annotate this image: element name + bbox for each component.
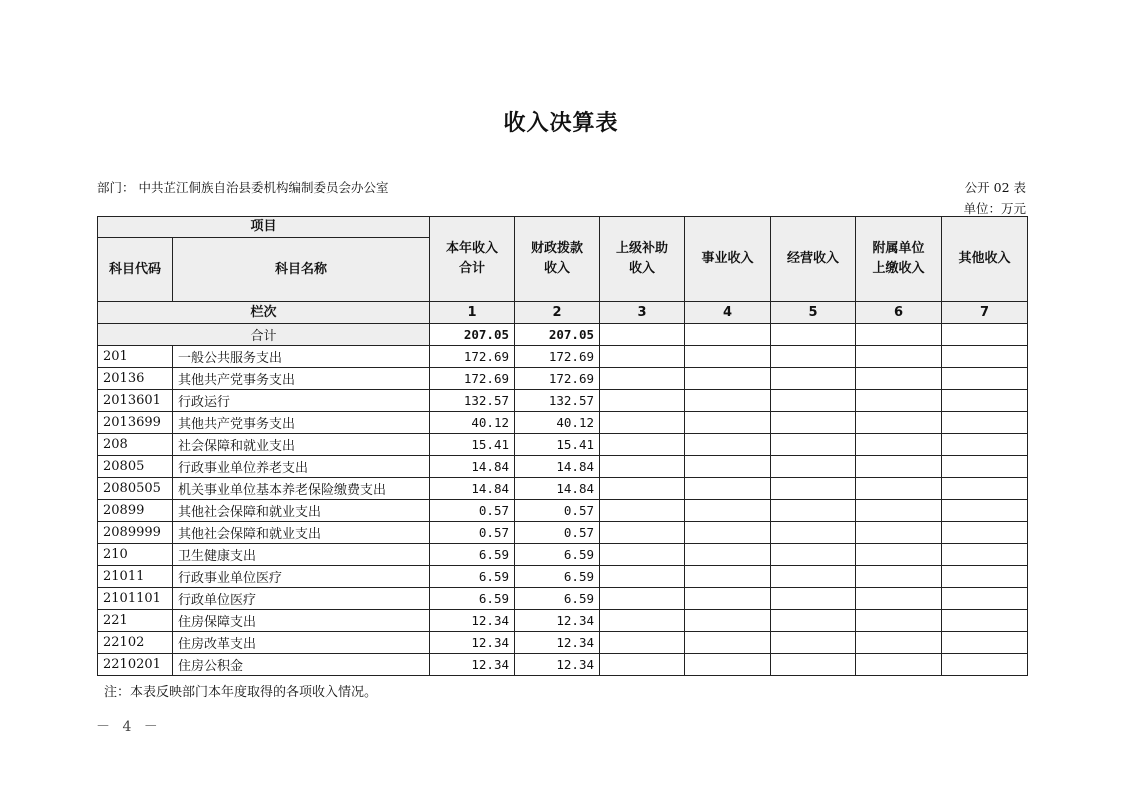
empty-cell (856, 412, 942, 434)
name-cell: 其他共产党事务支出 (173, 368, 430, 390)
empty-cell (942, 368, 1028, 390)
code-cell: 208 (98, 434, 173, 456)
table-row (98, 654, 1028, 676)
empty-cell (685, 346, 771, 368)
empty-cell (600, 588, 685, 610)
empty-cell (771, 478, 856, 500)
total-cell: 12.34 (430, 654, 515, 676)
empty-cell (600, 368, 685, 390)
total-cell: 0.57 (430, 522, 515, 544)
empty-cell (856, 588, 942, 610)
code-cell: 201 (98, 346, 173, 368)
fiscal-cell: 40.12 (515, 412, 600, 434)
name-cell: 其他社会保障和就业支出 (173, 522, 430, 544)
empty-cell (600, 346, 685, 368)
name-cell: 其他社会保障和就业支出 (173, 500, 430, 522)
empty-cell (685, 324, 771, 346)
empty-cell (856, 324, 942, 346)
total-cell: 6.59 (430, 588, 515, 610)
code-cell: 20899 (98, 500, 173, 522)
col-fiscal-header: 财政拨款 收入 (515, 217, 600, 302)
column-index-cell: 1 (430, 302, 515, 324)
fiscal-cell: 12.34 (515, 610, 600, 632)
table-row (98, 566, 1028, 588)
empty-cell (685, 632, 771, 654)
empty-cell (771, 654, 856, 676)
empty-cell (942, 500, 1028, 522)
table-row (98, 346, 1028, 368)
code-cell: 210 (98, 544, 173, 566)
empty-cell (771, 368, 856, 390)
empty-cell (771, 434, 856, 456)
fiscal-cell: 15.41 (515, 434, 600, 456)
empty-cell (771, 566, 856, 588)
col-total-header: 本年收入 合计 (430, 217, 515, 302)
empty-cell (942, 456, 1028, 478)
fiscal-cell: 14.84 (515, 478, 600, 500)
fiscal-cell: 14.84 (515, 456, 600, 478)
col-business-header: 事业收入 (685, 217, 771, 302)
empty-cell (942, 566, 1028, 588)
table-row (98, 456, 1028, 478)
fiscal-cell: 6.59 (515, 588, 600, 610)
column-index-cell: 7 (942, 302, 1028, 324)
empty-cell (600, 500, 685, 522)
column-index-cell: 2 (515, 302, 600, 324)
empty-cell (856, 368, 942, 390)
form-number: 公开 02 表 (964, 180, 1026, 195)
page-title: 收入决算表 (503, 111, 619, 136)
empty-cell (942, 522, 1028, 544)
code-cell: 21011 (98, 566, 173, 588)
empty-cell (856, 544, 942, 566)
total-cell: 14.84 (430, 478, 515, 500)
empty-cell (771, 588, 856, 610)
column-index-cell: 4 (685, 302, 771, 324)
total-cell: 172.69 (430, 368, 515, 390)
code-cell: 221 (98, 610, 173, 632)
empty-cell (771, 610, 856, 632)
empty-cell (856, 346, 942, 368)
name-cell: 住房公积金 (173, 654, 430, 676)
table-row (98, 588, 1028, 610)
name-cell: 行政事业单位医疗 (173, 566, 430, 588)
empty-cell (942, 478, 1028, 500)
total-cell: 6.59 (430, 544, 515, 566)
empty-cell (600, 456, 685, 478)
empty-cell (771, 346, 856, 368)
table-row (98, 522, 1028, 544)
empty-cell (942, 544, 1028, 566)
name-cell: 其他共产党事务支出 (173, 412, 430, 434)
total-label: 合计 (98, 324, 430, 346)
page-number: － 4 － (96, 719, 162, 735)
empty-cell (771, 522, 856, 544)
empty-cell (942, 324, 1028, 346)
column-index-cell: 3 (600, 302, 685, 324)
empty-cell (942, 412, 1028, 434)
code-cell: 20805 (98, 456, 173, 478)
total-cell: 132.57 (430, 390, 515, 412)
footnote: 注：本表反映部门本年度取得的各项收入情况。 (104, 685, 378, 700)
fiscal-cell: 172.69 (515, 368, 600, 390)
code-cell: 22102 (98, 632, 173, 654)
total-cell: 40.12 (430, 412, 515, 434)
total-fiscal-amount: 207.05 (515, 324, 600, 346)
department-label: 部门： 中共芷江侗族自治县委机构编制委员会办公室 (97, 180, 389, 195)
empty-cell (942, 588, 1028, 610)
name-cell: 一般公共服务支出 (173, 346, 430, 368)
table-row (98, 500, 1028, 522)
fiscal-cell: 12.34 (515, 654, 600, 676)
empty-cell (685, 500, 771, 522)
name-cell: 行政事业单位养老支出 (173, 456, 430, 478)
empty-cell (771, 412, 856, 434)
fiscal-cell: 172.69 (515, 346, 600, 368)
table-row (98, 368, 1028, 390)
column-index-cell: 5 (771, 302, 856, 324)
empty-cell (685, 566, 771, 588)
table-row (98, 632, 1028, 654)
name-cell: 住房改革支出 (173, 632, 430, 654)
total-cell: 15.41 (430, 434, 515, 456)
empty-cell (771, 632, 856, 654)
col-affiliated-header: 附属单位 上缴收入 (856, 217, 942, 302)
name-cell: 行政单位医疗 (173, 588, 430, 610)
empty-cell (771, 544, 856, 566)
empty-cell (685, 412, 771, 434)
fiscal-cell: 12.34 (515, 632, 600, 654)
empty-cell (685, 456, 771, 478)
empty-cell (856, 566, 942, 588)
empty-cell (942, 346, 1028, 368)
income-statement-table (97, 216, 1028, 676)
empty-cell (685, 610, 771, 632)
total-cell: 172.69 (430, 346, 515, 368)
header-row-1 (98, 217, 1028, 238)
fiscal-cell: 6.59 (515, 544, 600, 566)
name-cell: 卫生健康支出 (173, 544, 430, 566)
empty-cell (685, 434, 771, 456)
table-row (98, 390, 1028, 412)
total-cell: 0.57 (430, 500, 515, 522)
total-cell: 6.59 (430, 566, 515, 588)
total-cell: 14.84 (430, 456, 515, 478)
empty-cell (942, 654, 1028, 676)
name-header: 科目名称 (173, 238, 430, 302)
empty-cell (600, 434, 685, 456)
empty-cell (600, 324, 685, 346)
empty-cell (856, 632, 942, 654)
fiscal-cell: 132.57 (515, 390, 600, 412)
empty-cell (685, 654, 771, 676)
empty-cell (600, 522, 685, 544)
table-row (98, 544, 1028, 566)
empty-cell (771, 456, 856, 478)
code-cell: 2080505 (98, 478, 173, 500)
empty-cell (942, 390, 1028, 412)
item-header: 项目 (98, 217, 430, 238)
empty-cell (600, 610, 685, 632)
total-row (98, 324, 1028, 346)
empty-cell (942, 434, 1028, 456)
empty-cell (685, 522, 771, 544)
total-amount: 207.05 (430, 324, 515, 346)
empty-cell (600, 566, 685, 588)
empty-cell (685, 588, 771, 610)
empty-cell (685, 368, 771, 390)
name-cell: 住房保障支出 (173, 610, 430, 632)
code-header: 科目代码 (98, 238, 173, 302)
empty-cell (771, 500, 856, 522)
code-cell: 2210201 (98, 654, 173, 676)
col-operating-header: 经营收入 (771, 217, 856, 302)
code-cell: 2013699 (98, 412, 173, 434)
fiscal-cell: 0.57 (515, 500, 600, 522)
empty-cell (856, 478, 942, 500)
col-superior-header: 上级补助 收入 (600, 217, 685, 302)
table-row (98, 478, 1028, 500)
column-index-row (98, 302, 1028, 324)
empty-cell (685, 390, 771, 412)
empty-cell (600, 390, 685, 412)
code-cell: 2089999 (98, 522, 173, 544)
total-cell: 12.34 (430, 610, 515, 632)
code-cell: 2101101 (98, 588, 173, 610)
empty-cell (600, 544, 685, 566)
empty-cell (856, 456, 942, 478)
empty-cell (600, 478, 685, 500)
column-index-label: 栏次 (98, 302, 430, 324)
col-other-header: 其他收入 (942, 217, 1028, 302)
name-cell: 机关事业单位基本养老保险缴费支出 (173, 478, 430, 500)
empty-cell (685, 478, 771, 500)
column-index-cell: 6 (856, 302, 942, 324)
code-cell: 2013601 (98, 390, 173, 412)
total-cell: 12.34 (430, 632, 515, 654)
empty-cell (600, 654, 685, 676)
empty-cell (942, 632, 1028, 654)
fiscal-cell: 0.57 (515, 522, 600, 544)
empty-cell (856, 654, 942, 676)
empty-cell (856, 500, 942, 522)
empty-cell (771, 390, 856, 412)
table-row (98, 610, 1028, 632)
empty-cell (600, 632, 685, 654)
name-cell: 行政运行 (173, 390, 430, 412)
fiscal-cell: 6.59 (515, 566, 600, 588)
table-row (98, 434, 1028, 456)
empty-cell (771, 324, 856, 346)
empty-cell (685, 544, 771, 566)
empty-cell (856, 610, 942, 632)
empty-cell (942, 610, 1028, 632)
name-cell: 社会保障和就业支出 (173, 434, 430, 456)
code-cell: 20136 (98, 368, 173, 390)
empty-cell (856, 390, 942, 412)
empty-cell (856, 522, 942, 544)
table-row (98, 412, 1028, 434)
empty-cell (600, 412, 685, 434)
unit-label: 单位：万元 (963, 201, 1026, 216)
empty-cell (856, 434, 942, 456)
